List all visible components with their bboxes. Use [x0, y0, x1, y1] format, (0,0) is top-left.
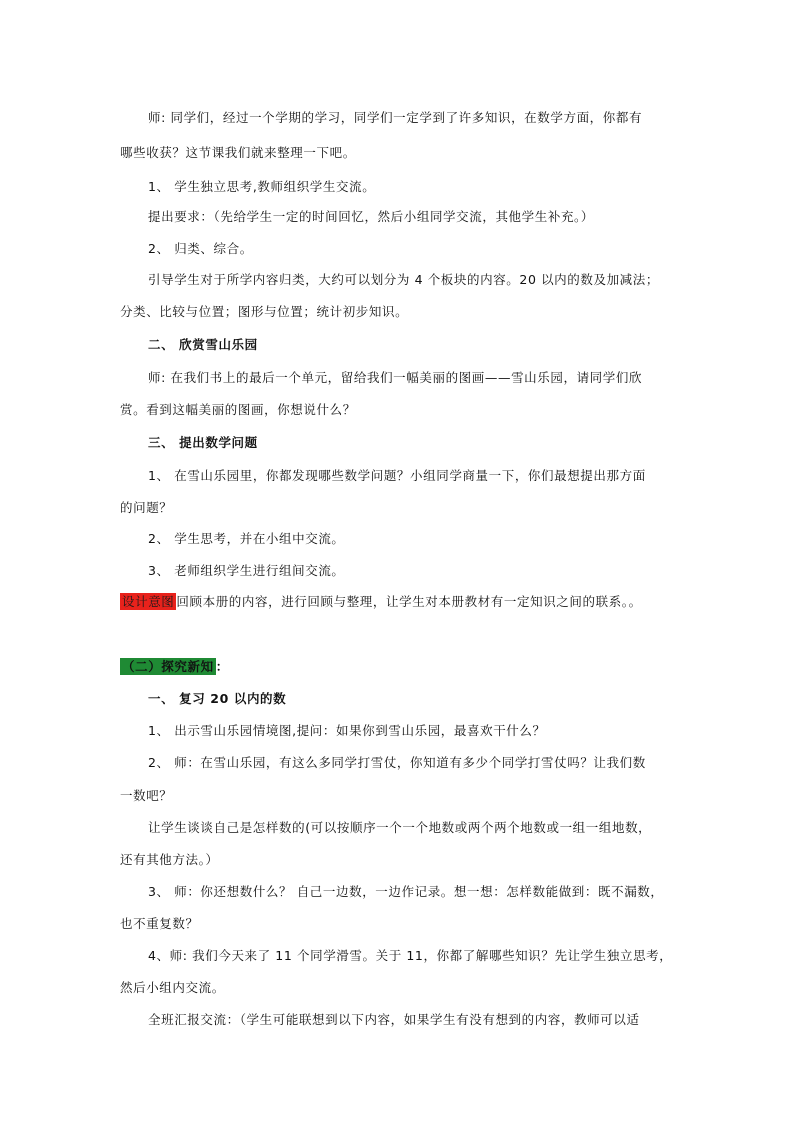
subsection-heading-1: 一、 复习 20 以内的数 [148, 691, 287, 706]
question-item-2: 2、 学生思考，并在小组中交流。 [148, 531, 345, 546]
list-item-2: 2、 归类、综合。 [148, 241, 253, 256]
section-heading-3: 三、 提出数学问题 [148, 435, 258, 450]
explore-count-line1: 让学生谈谈自己是怎样数的(可以按顺序一个一个地数或两个两个地数或一组一组地数， [148, 820, 652, 835]
explore-item-1: 1、 出示雪山乐园情境图,提问：如果你到雪山乐园，最喜欢干什么？ [148, 723, 546, 738]
question-item-1-line1: 1、 在雪山乐园里，你都发现哪些数学问题？小组同学商量一下，你们最想提出那方面 [148, 468, 646, 483]
explore-heading-line [120, 657, 229, 675]
section-heading-2: 二、 欣赏雪山乐园 [148, 337, 258, 352]
explore-item-4-line1: 4、师: 我们今天来了 11 个同学滑雪。关于 11，你都了解哪些知识？先让学生独立思考， [148, 948, 673, 963]
design-intent-line [120, 592, 642, 610]
design-intent-badge: 设计意图 [122, 594, 175, 609]
explore-item-2-line1: 2、 师：在雪山乐园，有这么多同学打雪仗，你知道有多少个同学打雪仗吗？让我们数 [148, 755, 646, 770]
question-item-1-line2: 的问题？ [120, 500, 173, 515]
design-intent-text: 回顾本册的内容，进行回顾与整理，让学生对本册教材有一定知识之间的联系。。 [176, 594, 642, 609]
explore-item-3-line2: 也不重复数？ [120, 916, 199, 931]
paragraph-appreciate-line1: 师: 在我们书上的最后一个单元，留给我们一幅美丽的图画——雪山乐园，请同学们欣 [148, 370, 643, 385]
explore-item-4-line2: 然后小组内交流。 [120, 980, 225, 995]
explore-count-line2: 还有其他方法。） [120, 852, 219, 867]
class-report-line1: 全班汇报交流：（学生可能联想到以下内容，如果学生有没有想到的内容，教师可以适 [148, 1012, 640, 1027]
paragraph-guide-line1: 引导学生对于所学内容归类，大约可以划分为 4 个板块的内容。20 以内的数及加减法； [148, 272, 659, 287]
explore-heading-badge: （二）探究新知 [122, 659, 214, 674]
explore-item-3-line1: 3、 师：你还想数什么？ 自己一边数，一边作记录。想一想：怎样数能做到：既不漏数， [148, 884, 664, 899]
paragraph-guide-line2: 分类、比较与位置；图形与位置；统计初步知识。 [120, 304, 409, 319]
explore-heading-colon: ： [215, 659, 229, 674]
question-item-3: 3、 老师组织学生进行组间交流。 [148, 563, 345, 578]
list-item-1: 1、 学生独立思考,教师组织学生交流。 [148, 179, 376, 194]
explore-item-2-line2: 一数吧？ [120, 788, 173, 803]
paragraph-intro-line2: 哪些收获？这节课我们就来整理一下吧。 [120, 145, 356, 160]
paragraph-appreciate-line2: 赏。看到这幅美丽的图画，你想说什么？ [120, 402, 356, 417]
paragraph-intro-line1: 师: 同学们，经过一个学期的学习，同学们一定学到了许多知识，在数学方面，你都有 [148, 110, 643, 125]
requirement-text: 提出要求：（先给学生一定的时间回忆，然后小组同学交流，其他学生补充。） [148, 209, 595, 224]
